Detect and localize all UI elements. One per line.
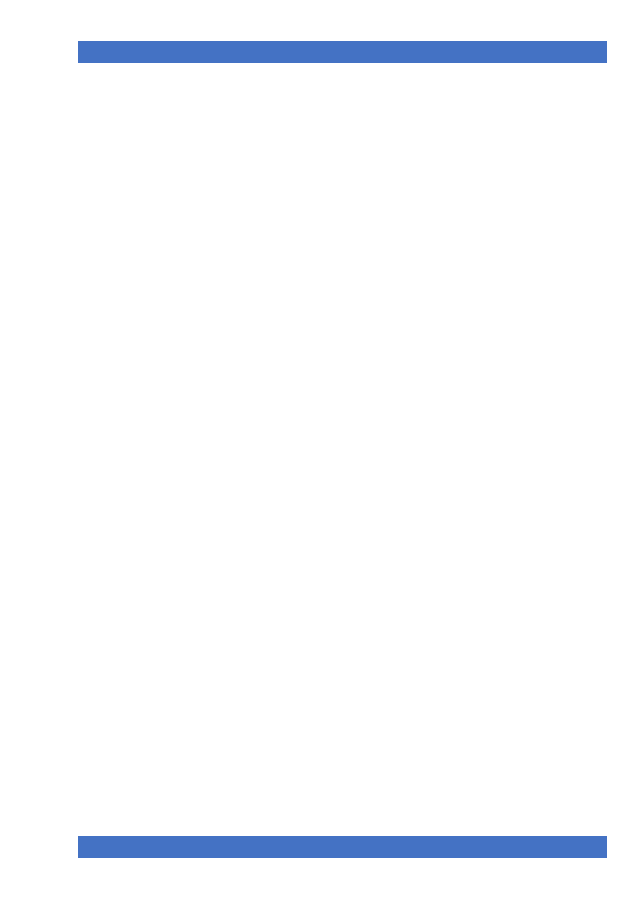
header-banner — [78, 41, 607, 63]
footer-banner — [78, 836, 607, 858]
qa-content — [85, 78, 595, 84]
